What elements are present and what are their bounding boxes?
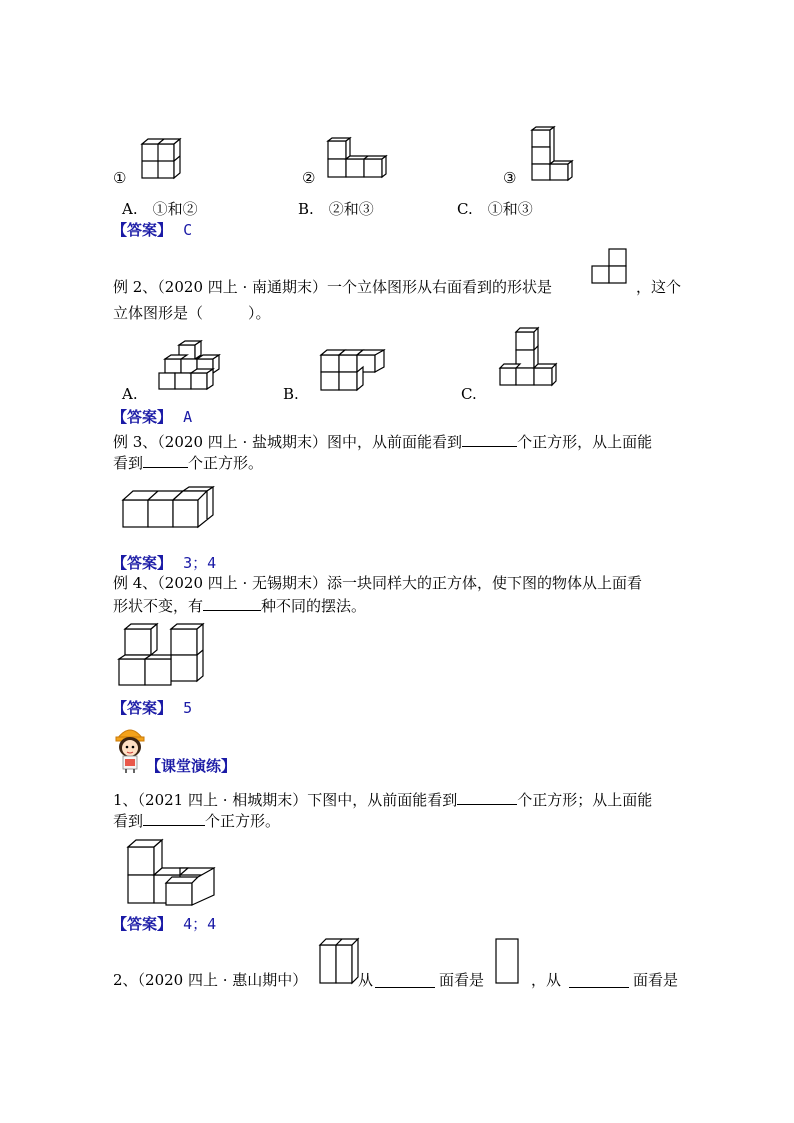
practice-1-figure	[126, 837, 218, 907]
answer-label: 【答案】	[112, 699, 173, 717]
answer-blank[interactable]	[457, 788, 517, 805]
practice-1-line-2	[113, 809, 280, 831]
answer-blank[interactable]	[375, 971, 435, 988]
example-3-answer	[112, 552, 216, 573]
practice-2-from-1: 从	[358, 971, 374, 989]
q1-choice-a: A. ①和②	[122, 200, 198, 218]
answer-blank[interactable]	[143, 451, 188, 468]
practice-1-answer	[112, 913, 216, 934]
answer-value: A	[183, 408, 193, 426]
example-2-line-1: 例 2、（2020 四上 · 南通期末）一个立体图形从右面看到的形状是	[113, 278, 553, 296]
answer-label: 【答案】	[112, 915, 173, 933]
example-4-line-1: 例 4、（2020 四上 · 无锡期末）添一块同样大的正方体，使下图的物体从上面看	[113, 574, 643, 592]
figure-1-cubes	[140, 138, 182, 180]
figure-3-cubes	[528, 126, 576, 182]
example-4-figure	[117, 621, 207, 687]
practice-1-text: 1、（2021 四上 · 相城期末）下图中，从前面能看到	[113, 791, 458, 809]
answer-value: 4；4	[183, 915, 217, 933]
example-2-figure-a	[157, 340, 227, 392]
example-3-text-2-end: 个正方形。	[188, 454, 264, 472]
example-4-text-end: 种不同的摆法。	[261, 597, 367, 615]
example-4-text: 形状不变，有	[113, 597, 204, 615]
practice-1-text-2: 看到	[113, 812, 144, 830]
practice-2-see-2: 面看是	[633, 971, 679, 989]
figure-2-cubes	[326, 137, 388, 181]
example-3-line-2	[113, 451, 263, 473]
example-3-text: 例 3、（2020 四上 · 盐城期末）图中，从前面能看到	[113, 433, 463, 451]
example-2-line-2: 立体图形是（ ）。	[113, 304, 271, 322]
practice-2-see-1: 面看是	[439, 971, 485, 989]
answer-label: 【答案】	[112, 408, 173, 426]
example-3-text-2: 看到	[113, 454, 144, 472]
answer-value: 3；4	[183, 554, 217, 572]
q1-choice-b: B. ②和③	[298, 200, 374, 218]
example-4-answer	[112, 697, 192, 718]
q1-answer	[112, 219, 192, 240]
student-mascot-icon	[112, 723, 148, 773]
figure-1-label: ①	[113, 169, 127, 187]
answer-blank[interactable]	[462, 430, 517, 447]
example-4-line-2	[113, 594, 366, 616]
example-2-figure-c	[498, 326, 566, 388]
example-2-line-1-end: ，这个	[636, 278, 682, 296]
practice-1-text-end: 个正方形；从上面能	[517, 791, 653, 809]
example-3-line-1	[113, 430, 652, 452]
answer-blank[interactable]	[203, 594, 261, 611]
answer-value: C	[183, 221, 193, 239]
practice-1-text-2-end: 个正方形。	[205, 812, 281, 830]
practice-2-view-shape	[494, 937, 520, 985]
practice-2-from-2: ，从	[531, 971, 562, 989]
practice-2-prefix: 2、（2020 四上 · 惠山期中）	[113, 971, 308, 989]
example-3-figure	[121, 485, 217, 531]
right-view-shape	[589, 247, 629, 285]
figure-3-label: ③	[503, 169, 517, 187]
practice-2-figure	[318, 937, 360, 987]
example-3-text-end: 个正方形，从上面能	[517, 433, 653, 451]
example-2-figure-b	[318, 348, 390, 394]
q1-choice-c: C. ①和③	[457, 200, 533, 218]
example-2-answer	[112, 406, 192, 427]
section-title: 【课堂演练】	[146, 757, 237, 775]
example-2-choice-a: A.	[122, 385, 138, 403]
practice-1-line-1	[113, 788, 652, 810]
answer-label: 【答案】	[112, 554, 173, 572]
answer-value: 5	[183, 699, 193, 717]
answer-blank[interactable]	[569, 971, 629, 988]
figure-2-label: ②	[302, 169, 316, 187]
example-2-choice-c: C.	[461, 385, 477, 403]
answer-blank[interactable]	[143, 809, 205, 826]
example-2-choice-b: B.	[283, 385, 299, 403]
answer-label: 【答案】	[112, 221, 173, 239]
